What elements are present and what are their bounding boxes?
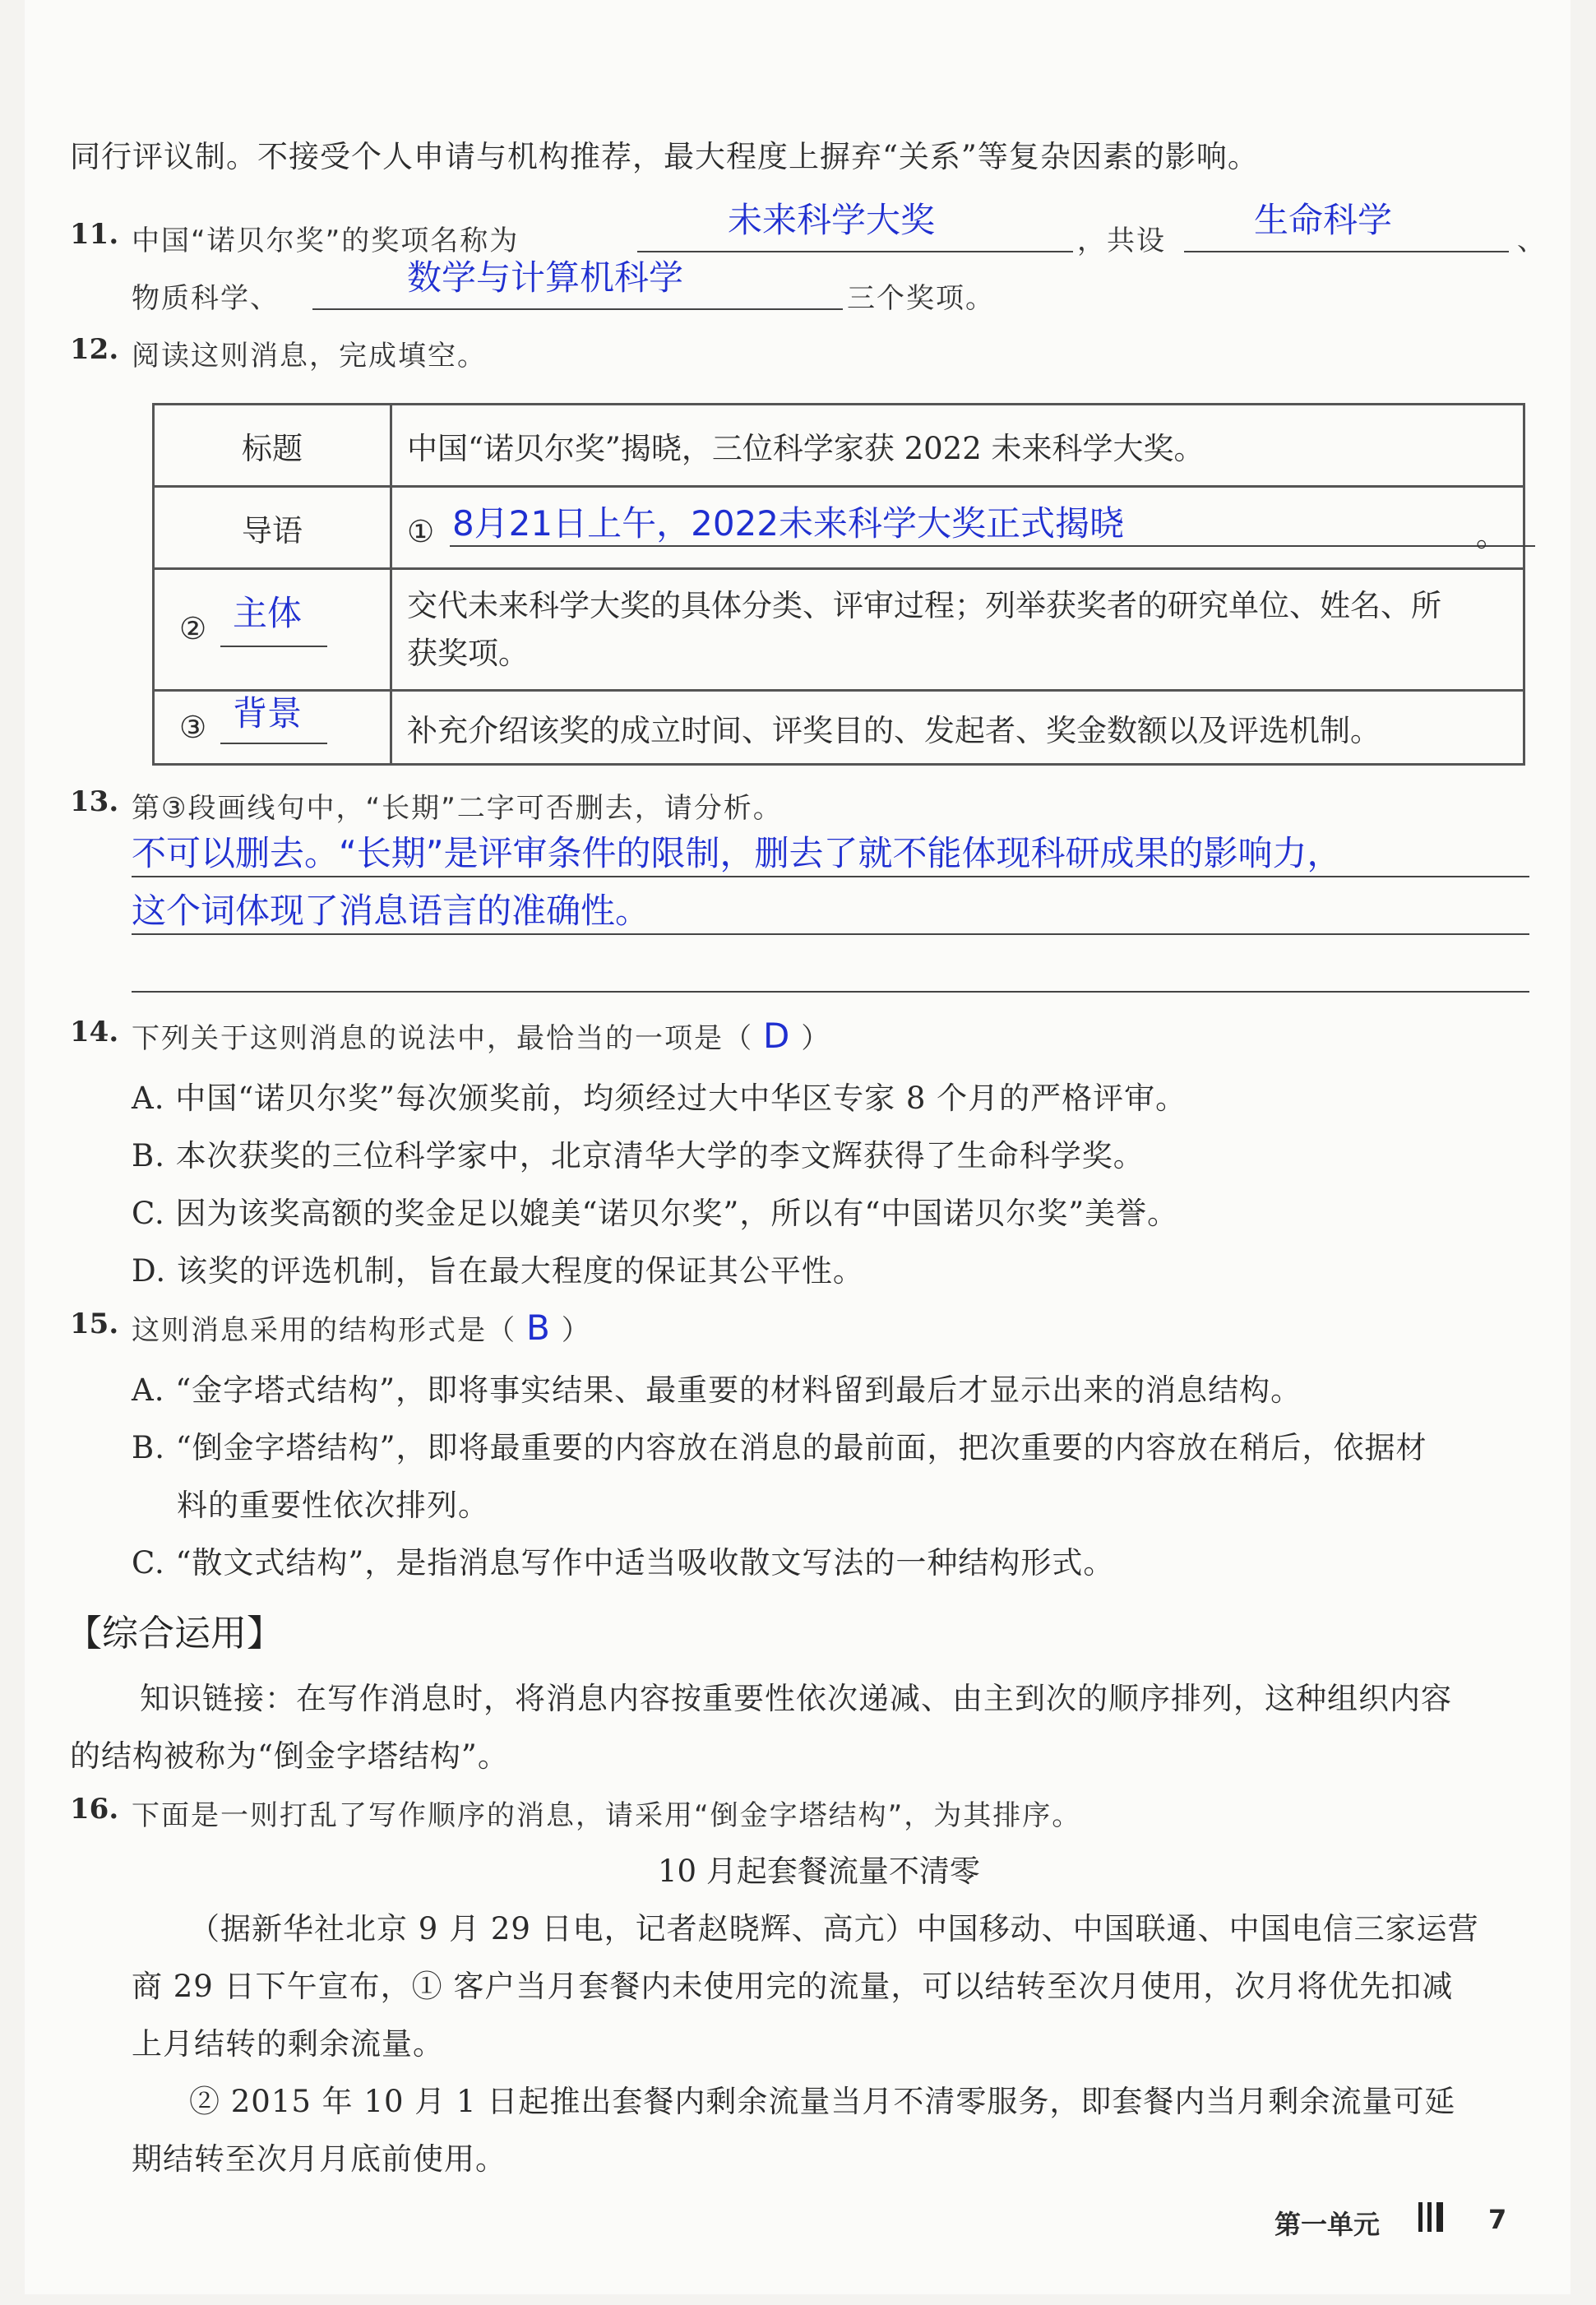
q14-stem: 下列关于这则消息的说法中，最恰当的一项是（ [132, 1022, 753, 1055]
q13-blank-3 [132, 991, 1529, 993]
news-p1-line3: 上月结转的剩余流量。 [132, 2026, 444, 2062]
q15-number: 15. [70, 1308, 119, 1340]
q11-blank-3 [312, 308, 843, 310]
table-row-lead [154, 487, 1524, 569]
news-structure-table [152, 403, 1525, 766]
q11-text-a: 中国“诺贝尔奖”的奖项名称为 [132, 224, 520, 257]
q14-option-b: B. 本次获奖的三位科学家中，北京清华大学的李文辉获得了生命科学奖。 [132, 1138, 1145, 1173]
background-marker: ③ [179, 710, 207, 745]
news-title: 10 月起套餐流量不清零 [658, 1854, 980, 1889]
q15-option-a: A. “金字塔式结构”，即将事实结果、最重要的材料留到最后才显示出来的消息结构。 [132, 1372, 1302, 1408]
q14-text [132, 1016, 830, 1056]
news-p1-line1: （据新华社北京 9 月 29 日电，记者赵晓辉、高亢）中国移动、中国联通、中国电信三家运营 [189, 1911, 1479, 1946]
body-answer: 主体 [233, 593, 303, 633]
intro-line: 同行评议制。不接受个人申请与机构推荐，最大程度上摒弃“关系”等复杂因素的影响。 [70, 139, 1259, 174]
body-blank [220, 646, 327, 647]
q16-text: 下面是一则打乱了写作顺序的消息，请采用“倒金字塔结构”，为其排序。 [132, 1799, 1082, 1832]
q13-answer-line2: 这个词体现了消息语言的准确性。 [132, 891, 650, 931]
q11-blank-1 [637, 251, 1073, 252]
q11-comma: 、 [1517, 224, 1547, 257]
background-blank [220, 743, 327, 744]
knowledge-link-line2: 的结构被称为“倒金字塔结构”。 [70, 1738, 509, 1774]
q14-option-a: A. 中国“诺贝尔奖”每次颁奖前，均须经过大中华区专家 8 个月的严格评审。 [132, 1081, 1187, 1116]
q15-option-c: C. “散文式结构”，是指消息写作中适当吸收散文写法的一种结构形式。 [132, 1545, 1115, 1581]
row-content-title: 中国“诺贝尔奖”揭晓，三位科学家获 2022 未来科学大奖。 [391, 405, 1524, 487]
body-marker: ② [179, 611, 207, 646]
table-row-title [154, 405, 1524, 487]
news-p2-line1: ② 2015 年 10 月 1 日起推出套餐内剩余流量当月不清零服务，即套餐内当月剩余流量可延 [189, 2084, 1456, 2119]
q11-blank-2 [1184, 251, 1509, 252]
q15-answer: B [526, 1308, 552, 1348]
body-content-line2: 获奖项。 [407, 635, 529, 671]
lead-blank [450, 545, 1535, 547]
q14-option-d: D. 该奖的评选机制，旨在最大程度的保证其公平性。 [132, 1253, 864, 1289]
row-label-title: 标题 [154, 405, 391, 487]
body-content-line1: 交代未来科学大奖的具体分类、评审过程；列举获奖者的研究单位、姓名、所 [407, 587, 1441, 623]
row-label-lead: 导语 [154, 487, 391, 569]
background-answer: 背景 [233, 693, 303, 734]
q15-option-b-line2: 料的重要性依次排列。 [177, 1488, 489, 1523]
q14-close: ） [801, 1022, 831, 1055]
q11-text-d: 三个奖项。 [847, 282, 995, 315]
q12-number: 12. [70, 333, 119, 366]
q15-stem: 这则消息采用的结构形式是（ [132, 1314, 516, 1347]
lead-marker: ① [407, 513, 435, 549]
news-p2-line2: 期结转至次月月底前使用。 [132, 2141, 507, 2177]
footer-unit: 第一单元 [1274, 2209, 1381, 2240]
q12-text: 阅读这则消息，完成填空。 [132, 340, 487, 373]
section-title: 【综合运用】 [66, 1613, 283, 1655]
background-content: 补充介绍该奖的成立时间、评奖目的、发起者、奖金数额以及评选机制。 [391, 691, 1524, 765]
q13-blank-2 [132, 933, 1529, 935]
q11-answer-3: 数学与计算机科学 [407, 257, 684, 298]
q11-text-c: 物质科学、 [132, 282, 280, 315]
news-p1-line2: 商 29 日下午宣布，① 客户当月套餐内未使用完的流量，可以结转至次月使用，次月将优先扣减 [132, 1969, 1454, 2004]
table-row-body [154, 569, 1524, 691]
q14-number: 14. [70, 1016, 119, 1048]
q11-answer-1: 未来科学大奖 [728, 200, 936, 240]
knowledge-link-line1: 知识链接：在写作消息时，将消息内容按重要性依次递减、由主到次的顺序排列，这种组织内容 [140, 1681, 1452, 1716]
q13-blank-1 [132, 876, 1529, 877]
q16-number: 16. [70, 1793, 119, 1826]
q11-answer-2: 生命科学 [1254, 200, 1393, 240]
table-row-background [154, 691, 1524, 765]
q15-close: ） [561, 1314, 591, 1347]
footer-bars [1418, 2202, 1448, 2232]
q11-number: 11. [70, 218, 119, 251]
q14-answer: D [763, 1016, 792, 1056]
page-number: 7 [1488, 2204, 1507, 2235]
q15-text [132, 1308, 591, 1348]
q11-text-b: ，共设 [1077, 224, 1166, 257]
q14-option-c: C. 因为该奖高额的奖金足以媲美“诺贝尔奖”，所以有“中国诺贝尔奖”美誉。 [132, 1196, 1179, 1231]
q13-answer-line1: 不可以删去。“长期”是评审条件的限制，删去了就不能体现科研成果的影响力， [132, 833, 1342, 873]
q13-number: 13. [70, 785, 119, 818]
q13-text: 第③段画线句中，“长期”二字可否删去，请分析。 [132, 792, 783, 825]
lead-answer: 8月21日上午，2022未来科学大奖正式揭晓 [451, 502, 1124, 544]
q15-option-b-line1: B. “倒金字塔结构”，即将最重要的内容放在消息的最前面，把次重要的内容放在稍后，依据材 [132, 1430, 1427, 1465]
workbook-page [25, 0, 1571, 2294]
lead-end: 。 [1476, 518, 1506, 553]
